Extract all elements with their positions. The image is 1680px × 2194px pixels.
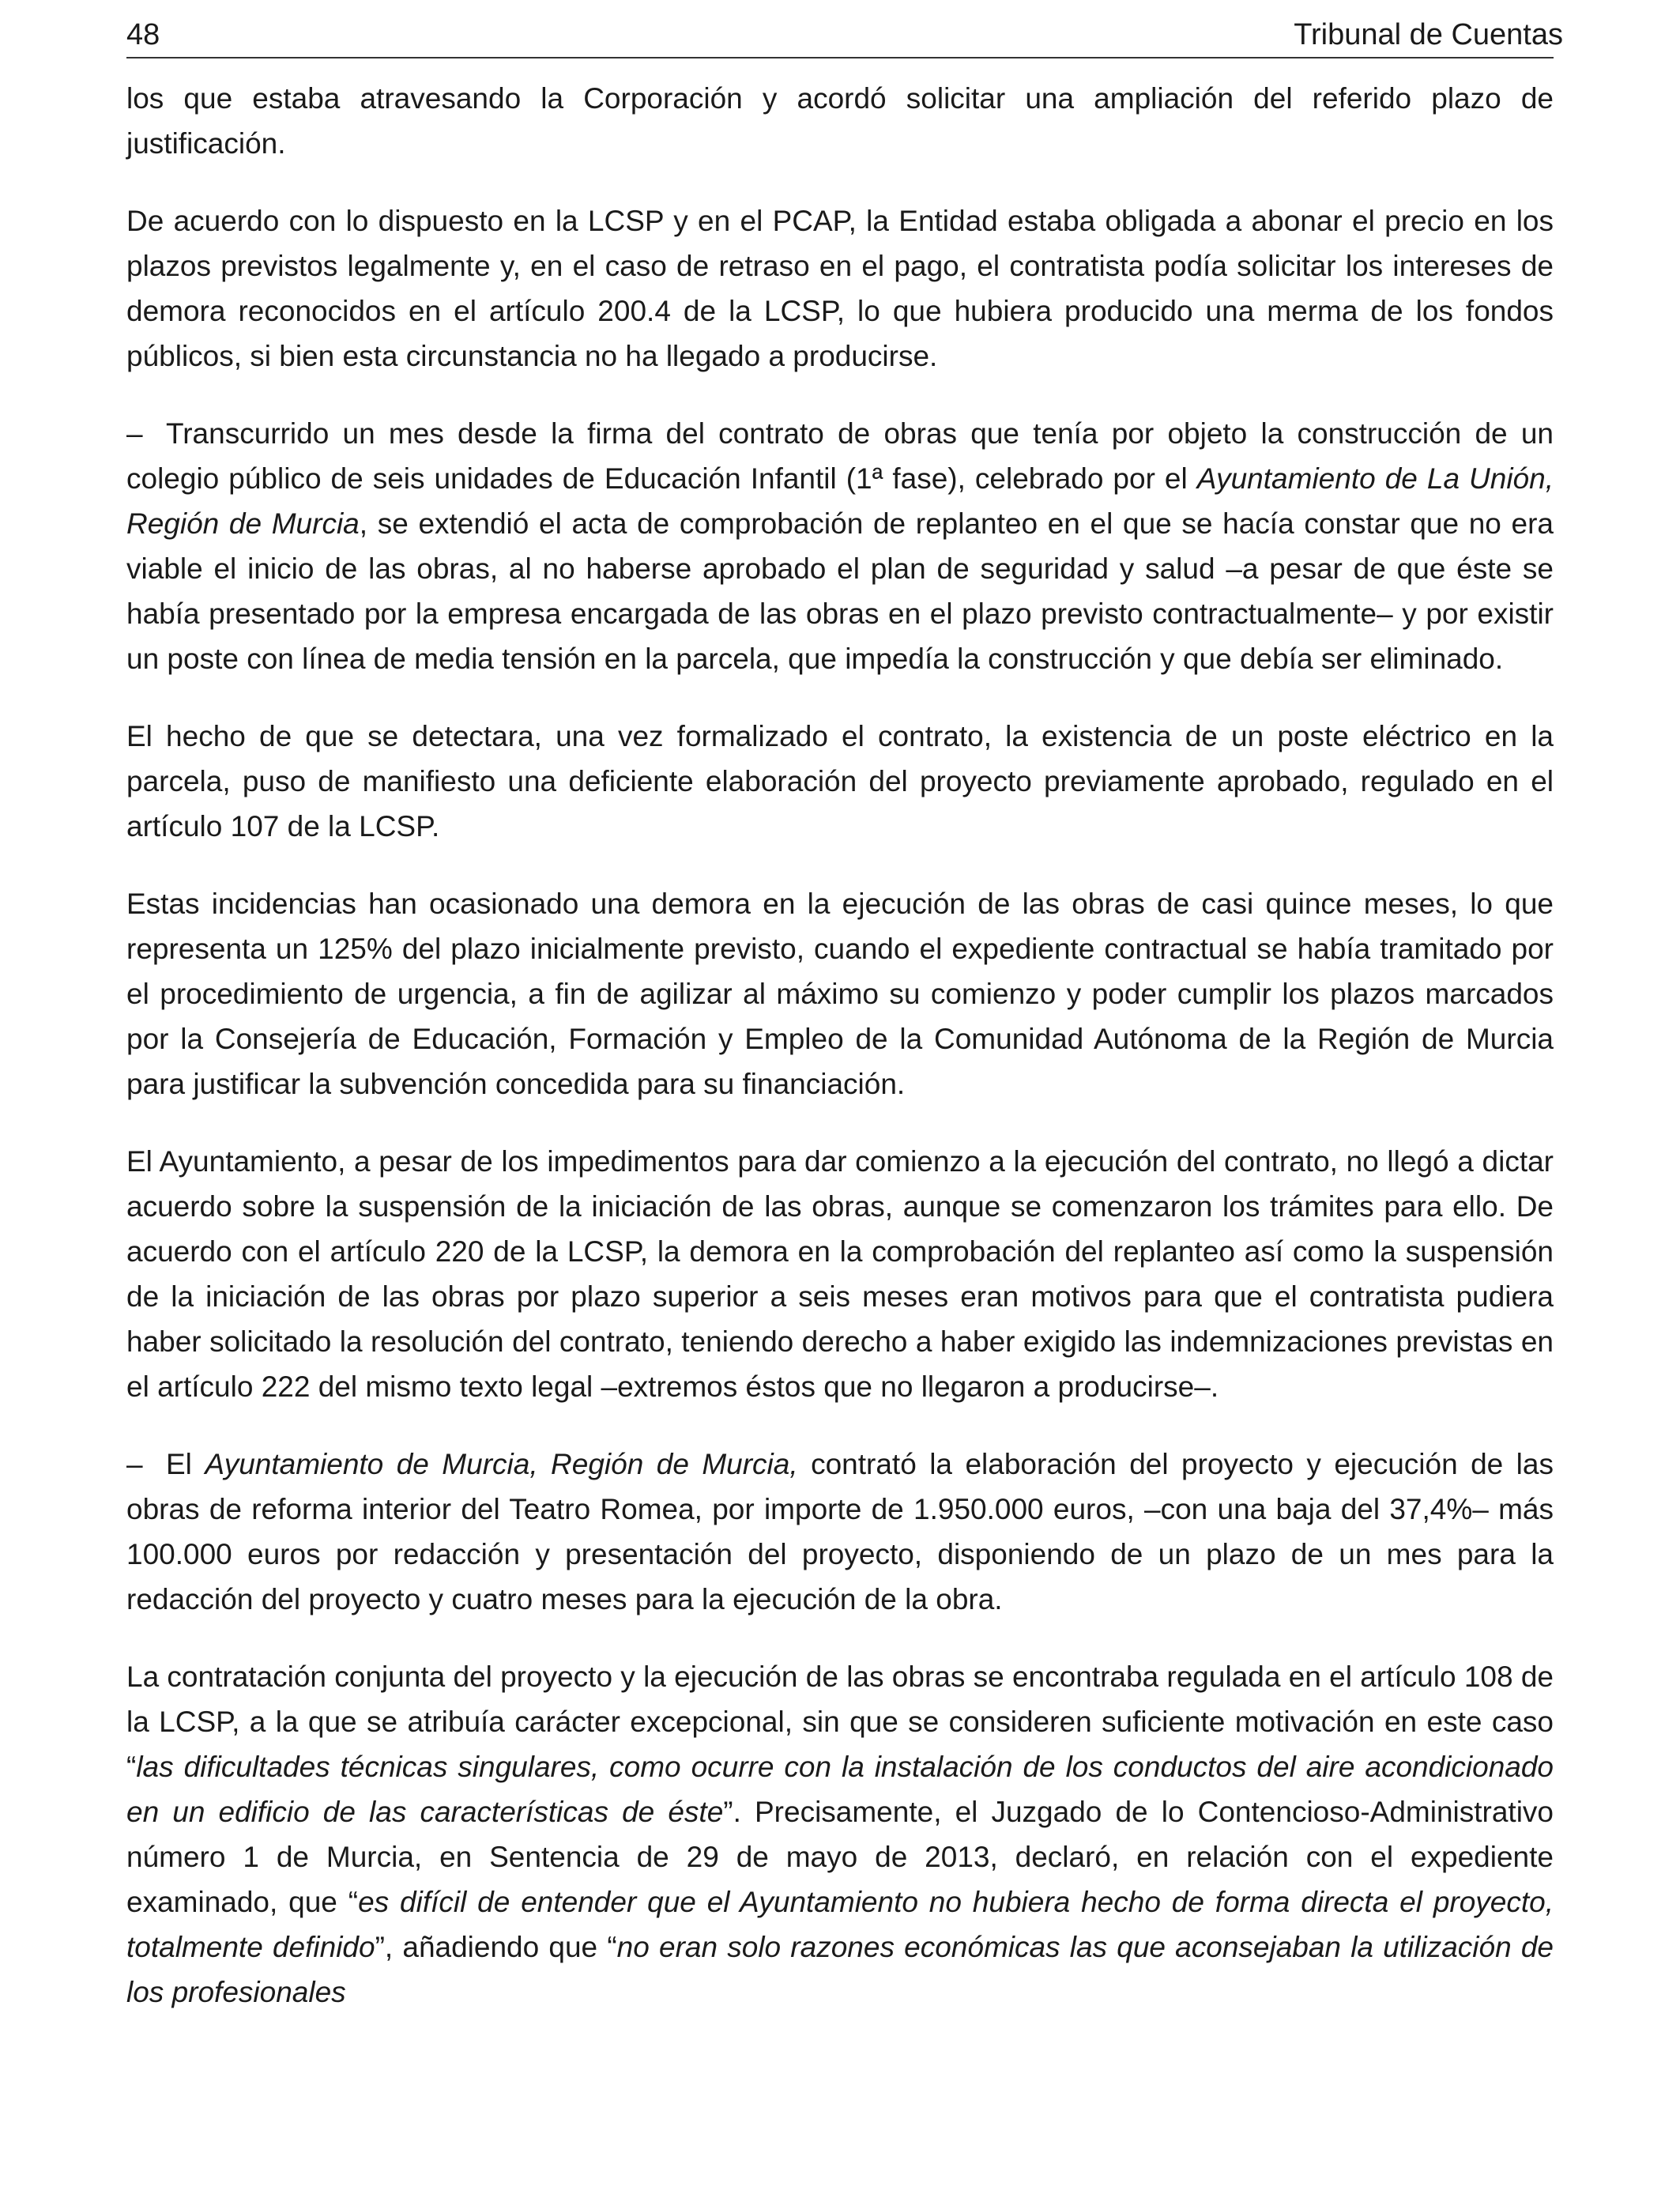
list-dash: – (126, 417, 143, 450)
running-title: Tribunal de Cuentas (1294, 18, 1563, 51)
page-header (126, 8, 1563, 58)
list-dash: – (126, 1448, 143, 1480)
paragraph (126, 1442, 1554, 1622)
paragraph (126, 714, 1554, 849)
text-segment: El Ayuntamiento, a pesar de los impedimentos para dar comienzo a la ejecución del contrato, no llegó a dictar acuerdo sobre la suspensión de la iniciación de las obras, aunque se comenzaron los trámites para ello. De acuerdo con el artículo 220 de la LCSP, la demora en la comprobación del replanteo así como la suspensión de la iniciación de las obras por plazo superior a seis meses eran motivos para que el contratista pudiera haber solicitado la resolución del contrato, teniendo derecho a haber exigido las indemnizaciones previstas en el artículo 222 del mismo texto legal –extremos éstos que no llegaron a producirse–. (126, 1145, 1554, 1403)
text-segment: ”. Precisamente, el Juzgado de lo Contencioso-Administrativo número 1 de Murcia, en Sentencia de 29 de mayo de 2013, declaró, en relación con el expediente examinado, que “ (126, 1796, 1554, 1918)
paragraph (126, 76, 1554, 166)
italic-text: Ayuntamiento de La Unión, Región de Murcia (126, 462, 1554, 540)
italic-text: no eran solo razones económicas las que aconsejaban la utilización de los profesionales (126, 1931, 1554, 2008)
text-segment: contrató la elaboración del proyecto y ejecución de las obras de reforma interior del Teatro Romea, por importe de 1.950.000 euros, –con una baja del 37,4%– más 100.000 euros por redacción y presentación del proyecto, disponiendo de un plazo de un mes para la redacción del proyecto y cuatro meses para la ejecución de la obra. (126, 1448, 1554, 1615)
paragraph (126, 1654, 1554, 2015)
paragraph (126, 1139, 1554, 1409)
text-segment: La contratación conjunta del proyecto y la ejecución de las obras se encontraba regulada en el artículo 108 de la LCSP, a la que se atribuía carácter excepcional, sin que se consideren suficiente motivación en este caso “ (126, 1661, 1554, 1783)
text-segment: De acuerdo con lo dispuesto en la LCSP y en el PCAP, la Entidad estaba obligada a abonar el precio en los plazos previstos legalmente y, en el caso de retraso en el pago, el contratista podía solicitar los intereses de demora reconocidos en el artículo 200.4 de la LCSP, lo que hubiera producido una merma de los fondos públicos, si bien esta circunstancia no ha llegado a producirse. (126, 205, 1554, 372)
paragraph (126, 411, 1554, 681)
text-segment: ”, añadiendo que “ (375, 1931, 617, 1963)
italic-text: Ayuntamiento de Murcia, Región de Murcia, (205, 1448, 798, 1480)
paragraph (126, 198, 1554, 379)
text-segment: , se extendió el acta de comprobación de replanteo en el que se hacía constar que no era viable el inicio de las obras, al no haberse aprobado el plan de seguridad y salud –a pesar de que éste se había presentado por la empresa encargada de las obras en el plazo previsto contractualmente– y por existir un poste con línea de media tensión en la parcela, que impedía la construcción y que debía ser eliminado. (126, 507, 1554, 675)
body-text (126, 76, 1554, 2015)
text-segment: El (166, 1448, 205, 1480)
italic-text: las dificultades técnicas singulares, como ocurre con la instalación de los conductos del aire acondicionado en un edificio de las características de éste (126, 1751, 1554, 1828)
page-number: 48 (126, 18, 160, 51)
paragraph (126, 881, 1554, 1106)
text-segment: los que estaba atravesando la Corporación y acordó solicitar una ampliación del referido plazo de justificación. (126, 82, 1554, 160)
text-segment: Estas incidencias han ocasionado una demora en la ejecución de las obras de casi quince meses, lo que representa un 125% del plazo inicialmente previsto, cuando el expediente contractual se había tramitado por el procedimiento de urgencia, a fin de agilizar al máximo su comienzo y poder cumplir los plazos marcados por la Consejería de Educación, Formación y Empleo de la Comunidad Autónoma de la Región de Murcia para justificar la subvención concedida para su financiación. (126, 888, 1554, 1100)
text-segment: Transcurrido un mes desde la firma del contrato de obras que tenía por objeto la construcción de un colegio público de seis unidades de Educación Infantil (1ª fase), celebrado por el (126, 417, 1554, 495)
italic-text: es difícil de entender que el Ayuntamiento no hubiera hecho de forma directa el proyecto, totalmente definido (126, 1886, 1554, 1963)
text-segment: El hecho de que se detectara, una vez formalizado el contrato, la existencia de un poste eléctrico en la parcela, puso de manifiesto una deficiente elaboración del proyecto previamente aprobado, regulado en el artículo 107 de la LCSP. (126, 720, 1554, 843)
document-page (126, 0, 1563, 2015)
